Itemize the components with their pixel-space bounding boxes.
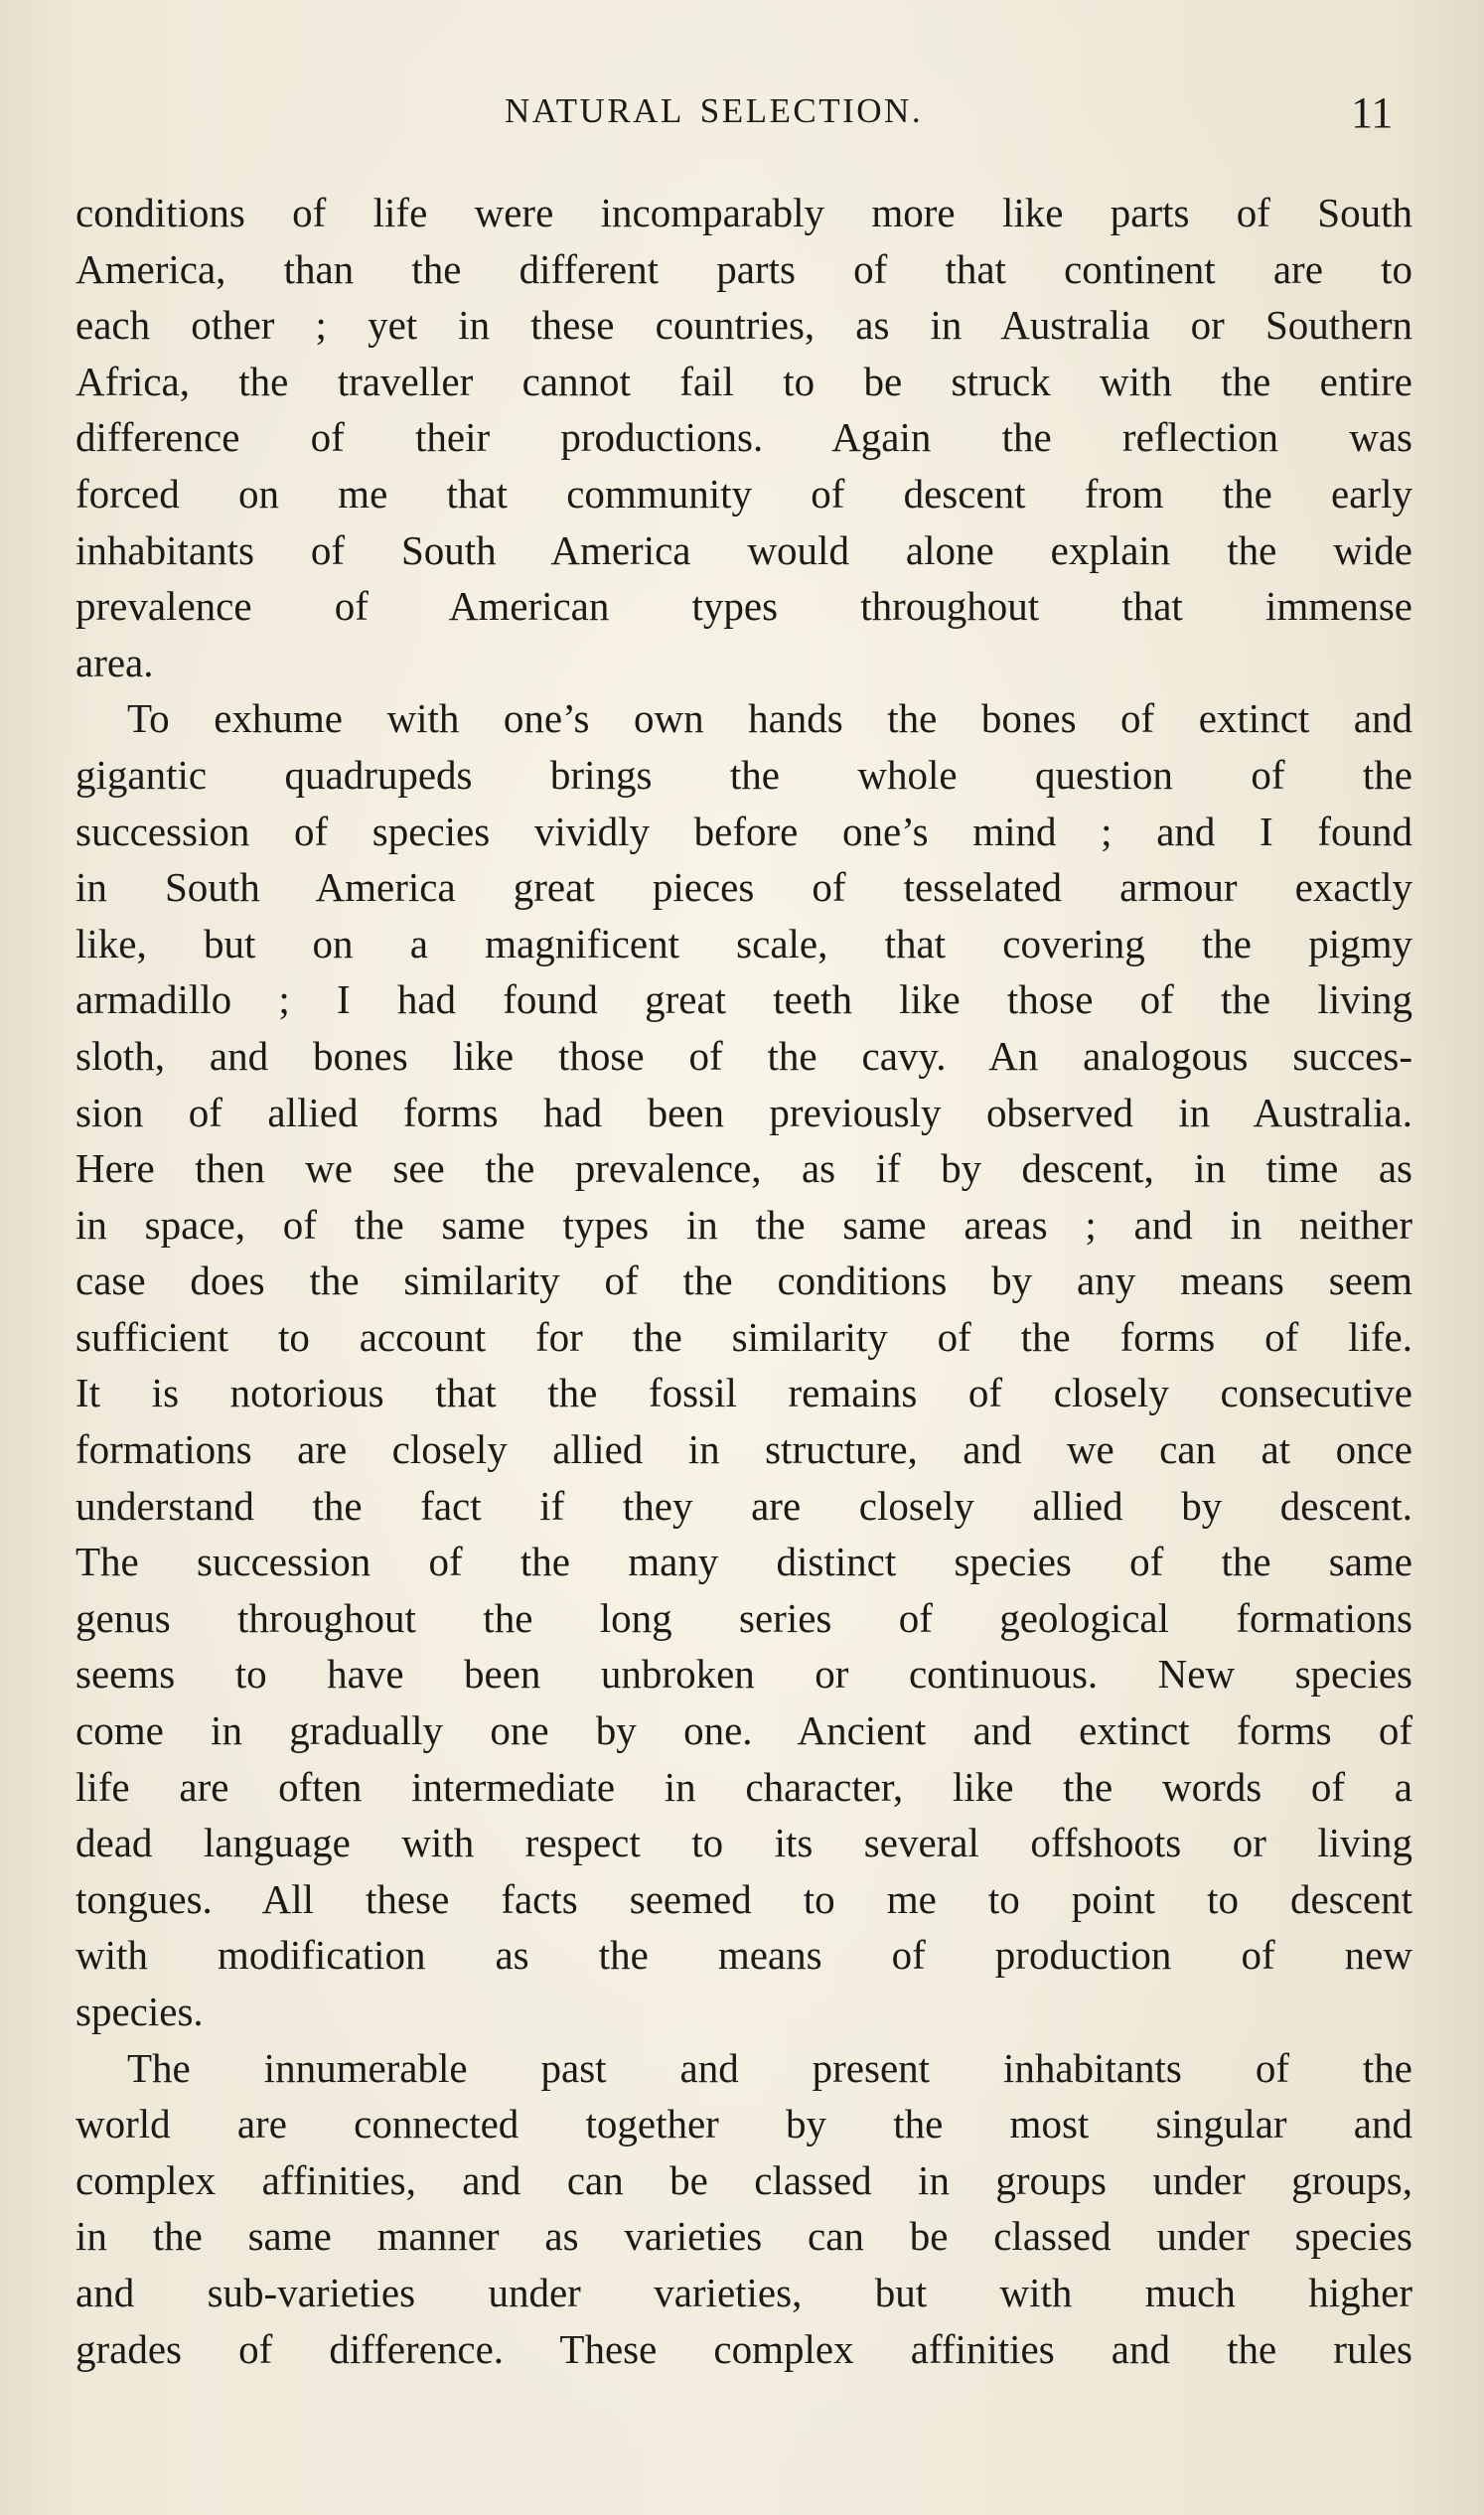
text-line: grades of difference. These complex affinities and the rules bbox=[75, 2325, 1412, 2372]
text-line: prevalence of American types throughout that immense bbox=[75, 583, 1412, 630]
text-line: and sub-varieties under varieties, but with much higher bbox=[75, 2269, 1412, 2315]
text-line: complex affinities, and can be classed in groups under groups, bbox=[75, 2156, 1412, 2203]
text-line: world are connected together by the most singular and bbox=[75, 2101, 1412, 2147]
body-text bbox=[75, 185, 1412, 2377]
text-line: like, but on a magnificent scale, that covering the pigmy bbox=[75, 920, 1412, 966]
running-head-title: NATURAL SELECTION. bbox=[505, 91, 924, 130]
text-line: conditions of life were incomparably more like parts of South bbox=[75, 190, 1412, 235]
text-line: Here then we see the prevalence, as if by descent, in time as bbox=[75, 1145, 1412, 1192]
paragraph bbox=[75, 185, 1412, 690]
page-number: 11 bbox=[1351, 88, 1394, 137]
text-line: seems to have been unbroken or continuous. New species bbox=[75, 1651, 1412, 1698]
text-line: life are often intermediate in character, like the words of a bbox=[75, 1763, 1412, 1810]
text-line: succession of species vividly before one’s mind ; and I found bbox=[75, 808, 1412, 854]
text-line: It is notorious that the fossil remains of closely consecutive bbox=[75, 1370, 1412, 1416]
text-line: area. bbox=[75, 639, 154, 685]
text-line: species. bbox=[75, 1989, 204, 2034]
running-head bbox=[0, 88, 1484, 141]
text-line: armadillo ; I had found great teeth like those of the living bbox=[75, 976, 1412, 1023]
text-line: Africa, the traveller cannot fail to be struck with the entire bbox=[75, 358, 1412, 404]
text-line: forced on me that community of descent from the early bbox=[75, 470, 1412, 517]
text-line: sloth, and bones like those of the cavy. An analogous succes- bbox=[75, 1032, 1412, 1079]
text-line: America, than the different parts of that continent are to bbox=[75, 245, 1412, 292]
paragraph bbox=[75, 690, 1412, 2039]
text-line: in space, of the same types in the same areas ; and in neither bbox=[75, 1201, 1412, 1248]
text-line: understand the fact if they are closely allied by descent. bbox=[75, 1482, 1412, 1529]
text-line: gigantic quadrupeds brings the whole question of the bbox=[75, 751, 1412, 798]
text-line: difference of their productions. Again the reflection was bbox=[75, 414, 1412, 461]
text-line: The succession of the many distinct species of the same bbox=[75, 1539, 1412, 1585]
text-line: sion of allied forms had been previously observed in Australia. bbox=[75, 1089, 1412, 1135]
text-line: in South America great pieces of tesselated armour exactly bbox=[75, 864, 1412, 911]
text-line: The innumerable past and present inhabitants of the bbox=[127, 2044, 1412, 2091]
text-line: in the same manner as varieties can be classed under species bbox=[75, 2213, 1412, 2260]
text-line: To exhume with one’s own hands the bones of extinct and bbox=[127, 695, 1412, 742]
text-line: formations are closely allied in structure, and we can at once bbox=[75, 1426, 1412, 1473]
text-line: tongues. All these facts seemed to me to point to descent bbox=[75, 1875, 1412, 1922]
text-line: dead language with respect to its several offshoots or living bbox=[75, 1820, 1412, 1866]
text-line: each other ; yet in these countries, as in Australia or Southern bbox=[75, 302, 1412, 349]
text-line: genus throughout the long series of geological formations bbox=[75, 1594, 1412, 1641]
text-line: case does the similarity of the conditions by any means seem bbox=[75, 1258, 1412, 1304]
paragraph bbox=[75, 2040, 1412, 2378]
text-line: sufficient to account for the similarity of the forms of life. bbox=[75, 1313, 1412, 1360]
text-line: with modification as the means of production of new bbox=[75, 1932, 1412, 1979]
text-line: come in gradually one by one. Ancient and extinct forms of bbox=[75, 1707, 1412, 1754]
text-line: inhabitants of South America would alone explain the wide bbox=[75, 526, 1412, 573]
